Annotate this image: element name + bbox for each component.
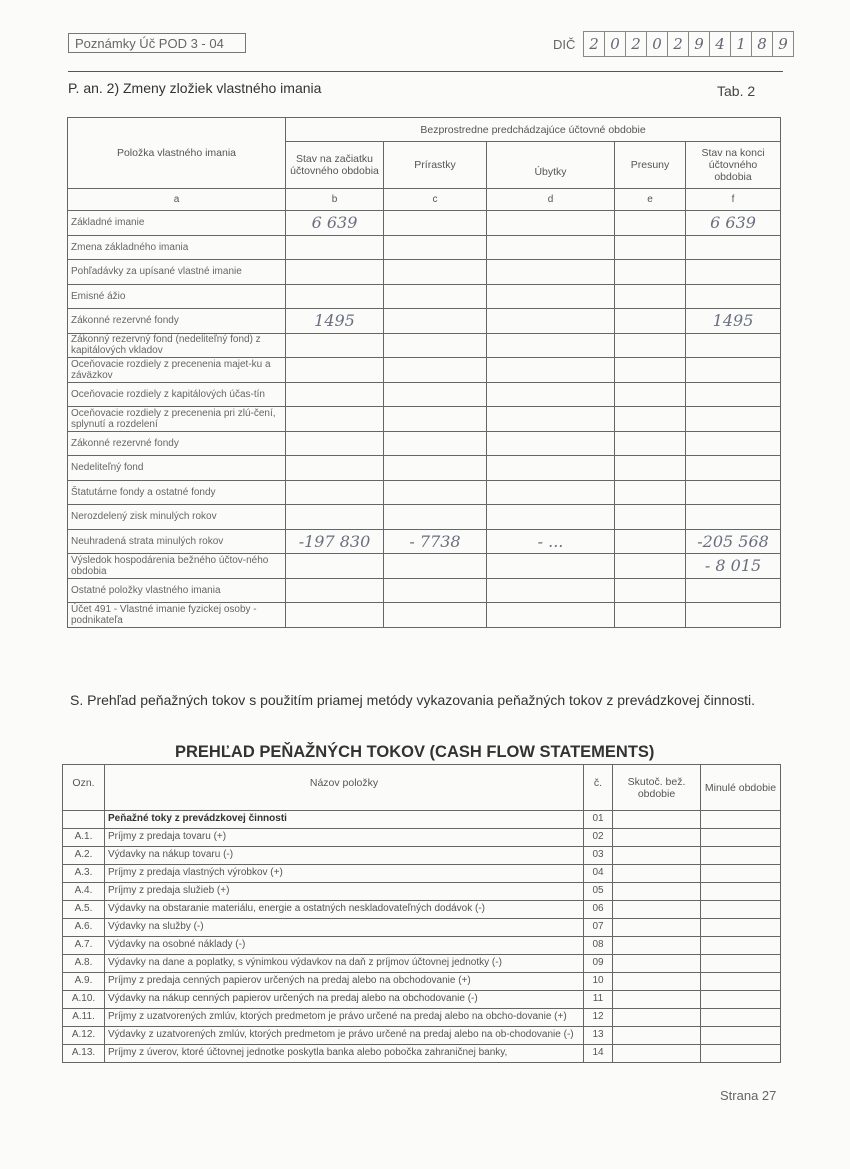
col-transfers: Presuny — [615, 142, 686, 189]
value-cell-c — [384, 431, 487, 456]
value-cell-f — [686, 284, 781, 309]
value-cell-f — [686, 431, 781, 456]
table-row — [68, 358, 781, 383]
section-title: P. an. 2) Zmeny zložiek vlastného imania — [68, 80, 322, 96]
row-name: Príjmy z predaja cenných papierov určených na predaj alebo na obchodovanie (+) — [105, 973, 584, 991]
value-cell-e — [615, 431, 686, 456]
table-row — [63, 955, 781, 973]
previous-period-cell — [701, 829, 781, 847]
current-period-cell — [613, 991, 701, 1009]
current-period-cell — [613, 811, 701, 829]
row-name: Výdavky na obstaranie materiálu, energie a ostatných neskladovateľných dodávok (-) — [105, 901, 584, 919]
value-cell-f: 6 639 — [686, 211, 781, 236]
dic-digit-box: 2 — [625, 31, 647, 57]
row-code: A.12. — [63, 1027, 105, 1045]
row-code: A.11. — [63, 1009, 105, 1027]
table-row — [63, 847, 781, 865]
value-cell-d — [487, 554, 615, 579]
table-row — [63, 973, 781, 991]
value-cell-c — [384, 309, 487, 334]
value-cell-d — [487, 578, 615, 603]
row-label: Pohľadávky za upísané vlastné imanie — [68, 260, 286, 285]
row-label: Nerozdelený zisk minulých rokov — [68, 505, 286, 530]
row-number: 05 — [584, 883, 613, 901]
column-letter: d — [487, 189, 615, 211]
group-header: Bezprostredne predchádzajúce účtovné obdobie — [286, 118, 781, 142]
value-cell-d — [487, 505, 615, 530]
value-cell-d — [487, 480, 615, 505]
table-row — [63, 937, 781, 955]
value-cell-e — [615, 480, 686, 505]
value-cell-c — [384, 358, 487, 383]
value-cell-f — [686, 603, 781, 628]
value-cell-e — [615, 358, 686, 383]
value-cell-b — [286, 284, 384, 309]
current-period-cell — [613, 847, 701, 865]
value-cell-f — [686, 505, 781, 530]
value-cell-f — [686, 578, 781, 603]
page-number: Strana 27 — [720, 1088, 777, 1103]
value-cell-e — [615, 603, 686, 628]
row-label: Štatutárne fondy a ostatné fondy — [68, 480, 286, 505]
current-period-cell — [613, 937, 701, 955]
previous-period-cell — [701, 973, 781, 991]
dic-digit-box: 2 — [583, 31, 605, 57]
column-letter: e — [615, 189, 686, 211]
row-label: Nedeliteľný fond — [68, 456, 286, 481]
value-cell-f — [686, 480, 781, 505]
value-cell-c — [384, 578, 487, 603]
col-item: Položka vlastného imania — [68, 118, 286, 189]
value-cell-f — [686, 333, 781, 358]
divider — [68, 71, 783, 72]
value-cell-e — [615, 211, 686, 236]
current-period-cell — [613, 1027, 701, 1045]
previous-period-cell — [701, 991, 781, 1009]
row-number: 04 — [584, 865, 613, 883]
value-cell-b — [286, 431, 384, 456]
value-cell-e — [615, 578, 686, 603]
form-code-box: Poznámky Úč POD 3 - 04 — [68, 33, 246, 53]
row-label: Oceňovacie rozdiely z kapitálových účas-tín — [68, 382, 286, 407]
cashflow-intro: S. Prehľad peňažných tokov s použitím priamej metódy vykazovania peňažných tokov z prevádzkovej činnosti. — [70, 692, 755, 708]
current-period-cell — [613, 973, 701, 991]
value-cell-c — [384, 603, 487, 628]
table-row — [68, 578, 781, 603]
table-row — [63, 883, 781, 901]
row-number: 11 — [584, 991, 613, 1009]
table-row — [63, 1045, 781, 1063]
row-code: A.7. — [63, 937, 105, 955]
value-cell-d — [487, 431, 615, 456]
table-row — [63, 1009, 781, 1027]
previous-period-cell — [701, 1045, 781, 1063]
row-label: Emisné ážio — [68, 284, 286, 309]
equity-changes-table — [67, 117, 781, 628]
row-label: Zmena základného imania — [68, 235, 286, 260]
table-row — [68, 333, 781, 358]
current-period-cell — [613, 1009, 701, 1027]
value-cell-b — [286, 456, 384, 481]
value-cell-f — [686, 407, 781, 432]
col-name: Názov položky — [105, 765, 584, 811]
col-start: Stav na začiatku účtovného obdobia — [286, 142, 384, 189]
table-row — [68, 505, 781, 530]
row-name: Príjmy z uzatvorených zmlúv, ktorých predmetom je právo určené na predaj alebo na obcho-dovanie (+) — [105, 1009, 584, 1027]
value-cell-b — [286, 603, 384, 628]
row-name: Príjmy z predaja vlastných výrobkov (+) — [105, 865, 584, 883]
value-cell-e — [615, 407, 686, 432]
value-cell-d — [487, 407, 615, 432]
row-code: A.9. — [63, 973, 105, 991]
value-cell-f — [686, 235, 781, 260]
dic-label: DIČ — [553, 37, 576, 52]
row-label: Zákonné rezervné fondy — [68, 431, 286, 456]
table-row — [63, 829, 781, 847]
row-label: Základné imanie — [68, 211, 286, 236]
value-cell-b — [286, 407, 384, 432]
cashflow-table — [62, 764, 781, 1063]
value-cell-f — [686, 382, 781, 407]
row-name: Výdavky na nákup tovaru (-) — [105, 847, 584, 865]
row-code: A.13. — [63, 1045, 105, 1063]
previous-period-cell — [701, 937, 781, 955]
value-cell-f — [686, 456, 781, 481]
value-cell-b — [286, 578, 384, 603]
value-cell-e — [615, 235, 686, 260]
value-cell-b — [286, 554, 384, 579]
column-letter: a — [68, 189, 286, 211]
row-name: Výdavky z uzatvorených zmlúv, ktorých predmetom je právo určené na predaj alebo na ob-chodovanie (-) — [105, 1027, 584, 1045]
value-cell-c — [384, 407, 487, 432]
row-name: Príjmy z úverov, ktoré účtovnej jednotke poskytla banka alebo pobočka zahraničnej banky, — [105, 1045, 584, 1063]
row-name: Výdavky na dane a poplatky, s výnimkou výdavkov na daň z príjmov účtovnej jednotky (-) — [105, 955, 584, 973]
table-label: Tab. 2 — [717, 83, 756, 99]
value-cell-d — [487, 358, 615, 383]
table-row — [68, 554, 781, 579]
table-row — [68, 456, 781, 481]
dic-digit-box: 8 — [751, 31, 773, 57]
row-number: 08 — [584, 937, 613, 955]
row-code: A.5. — [63, 901, 105, 919]
col-decrease: Úbytky — [487, 142, 615, 189]
previous-period-cell — [701, 865, 781, 883]
value-cell-c — [384, 554, 487, 579]
value-cell-b — [286, 260, 384, 285]
current-period-cell — [613, 901, 701, 919]
value-cell-c — [384, 480, 487, 505]
row-code: A.3. — [63, 865, 105, 883]
table-row — [68, 284, 781, 309]
value-cell-d — [487, 382, 615, 407]
row-name: Výdavky na nákup cenných papierov určených na predaj alebo na obchodovanie (-) — [105, 991, 584, 1009]
table-row — [63, 865, 781, 883]
previous-period-cell — [701, 919, 781, 937]
previous-period-cell — [701, 847, 781, 865]
cashflow-title: PREHĽAD PEŇAŽNÝCH TOKOV (CASH FLOW STATEMENTS) — [175, 743, 655, 761]
table-row — [68, 211, 781, 236]
value-cell-b — [286, 358, 384, 383]
row-label: Výsledok hospodárenia bežného účtov-ného obdobia — [68, 554, 286, 579]
value-cell-e — [615, 284, 686, 309]
value-cell-d — [487, 333, 615, 358]
previous-period-cell — [701, 1009, 781, 1027]
row-name: Peňažné toky z prevádzkovej činnosti — [105, 811, 584, 829]
row-label: Neuhradená strata minulých rokov — [68, 529, 286, 554]
previous-period-cell — [701, 811, 781, 829]
value-cell-b — [286, 235, 384, 260]
row-number: 10 — [584, 973, 613, 991]
value-cell-d: - ... — [487, 529, 615, 554]
value-cell-b — [286, 382, 384, 407]
value-cell-b — [286, 480, 384, 505]
row-number: 07 — [584, 919, 613, 937]
table-row — [68, 603, 781, 628]
table-row — [63, 919, 781, 937]
row-number: 06 — [584, 901, 613, 919]
row-label: Zákonný rezervný fond (nedeliteľný fond) z kapitálových vkladov — [68, 333, 286, 358]
col-end: Stav na konci účtovného obdobia — [686, 142, 781, 189]
row-number: 13 — [584, 1027, 613, 1045]
value-cell-f: 1495 — [686, 309, 781, 334]
value-cell-b: 6 639 — [286, 211, 384, 236]
value-cell-c — [384, 505, 487, 530]
row-name: Výdavky na osobné náklady (-) — [105, 937, 584, 955]
value-cell-c: - 7738 — [384, 529, 487, 554]
row-code: A.6. — [63, 919, 105, 937]
row-label: Oceňovacie rozdiely z precenenia majet-ku a záväzkov — [68, 358, 286, 383]
table-row — [63, 991, 781, 1009]
row-code: A.4. — [63, 883, 105, 901]
value-cell-c — [384, 456, 487, 481]
table-row — [68, 480, 781, 505]
col-no: č. — [584, 765, 613, 811]
value-cell-b — [286, 333, 384, 358]
value-cell-d — [487, 235, 615, 260]
value-cell-c — [384, 382, 487, 407]
row-code: A.1. — [63, 829, 105, 847]
value-cell-e — [615, 333, 686, 358]
row-number: 09 — [584, 955, 613, 973]
value-cell-f — [686, 260, 781, 285]
value-cell-d — [487, 309, 615, 334]
column-letter: f — [686, 189, 781, 211]
value-cell-e — [615, 554, 686, 579]
value-cell-c — [384, 333, 487, 358]
dic-digit-box: 0 — [604, 31, 626, 57]
table-row — [68, 529, 781, 554]
row-label: Ostatné položky vlastného imania — [68, 578, 286, 603]
row-label: Účet 491 - Vlastné imanie fyzickej osoby - podnikateľa — [68, 603, 286, 628]
dic-digit-box: 9 — [688, 31, 710, 57]
value-cell-e — [615, 260, 686, 285]
value-cell-e — [615, 456, 686, 481]
value-cell-b: -197 830 — [286, 529, 384, 554]
row-name: Príjmy z predaja služieb (+) — [105, 883, 584, 901]
value-cell-d — [487, 456, 615, 481]
col-current: Skutoč. bež. obdobie — [613, 765, 701, 811]
col-increase: Prírastky — [384, 142, 487, 189]
row-name: Výdavky na služby (-) — [105, 919, 584, 937]
row-label: Oceňovacie rozdiely z precenenia pri zlú-čení, splynutí a rozdelení — [68, 407, 286, 432]
value-cell-d — [487, 260, 615, 285]
value-cell-d — [487, 603, 615, 628]
column-letter: b — [286, 189, 384, 211]
row-name: Príjmy z predaja tovaru (+) — [105, 829, 584, 847]
current-period-cell — [613, 955, 701, 973]
dic-digit-box: 4 — [709, 31, 731, 57]
value-cell-c — [384, 284, 487, 309]
row-code: A.10. — [63, 991, 105, 1009]
table-row — [68, 309, 781, 334]
value-cell-e — [615, 309, 686, 334]
value-cell-b — [286, 505, 384, 530]
table-row — [63, 811, 781, 829]
dic-digit-box: 2 — [667, 31, 689, 57]
col-code: Ozn. — [63, 765, 105, 811]
current-period-cell — [613, 1045, 701, 1063]
row-number: 01 — [584, 811, 613, 829]
dic-digit-box: 0 — [646, 31, 668, 57]
row-number: 03 — [584, 847, 613, 865]
previous-period-cell — [701, 883, 781, 901]
row-number: 12 — [584, 1009, 613, 1027]
value-cell-f: -205 568 — [686, 529, 781, 554]
table-row — [68, 235, 781, 260]
table-row — [63, 901, 781, 919]
row-code — [63, 811, 105, 829]
row-number: 14 — [584, 1045, 613, 1063]
table-row — [68, 260, 781, 285]
row-label: Zákonné rezervné fondy — [68, 309, 286, 334]
value-cell-e — [615, 529, 686, 554]
dic-boxes — [584, 31, 794, 57]
value-cell-d — [487, 284, 615, 309]
row-code: A.8. — [63, 955, 105, 973]
value-cell-d — [487, 211, 615, 236]
value-cell-c — [384, 260, 487, 285]
value-cell-b: 1495 — [286, 309, 384, 334]
row-code: A.2. — [63, 847, 105, 865]
previous-period-cell — [701, 901, 781, 919]
dic-digit-box: 1 — [730, 31, 752, 57]
previous-period-cell — [701, 955, 781, 973]
table-row — [68, 407, 781, 432]
current-period-cell — [613, 829, 701, 847]
table-row — [68, 431, 781, 456]
value-cell-e — [615, 505, 686, 530]
current-period-cell — [613, 865, 701, 883]
column-letter: c — [384, 189, 487, 211]
value-cell-e — [615, 382, 686, 407]
current-period-cell — [613, 919, 701, 937]
col-previous: Minulé obdobie — [701, 765, 781, 811]
table-row — [63, 1027, 781, 1045]
row-number: 02 — [584, 829, 613, 847]
previous-period-cell — [701, 1027, 781, 1045]
value-cell-c — [384, 235, 487, 260]
current-period-cell — [613, 883, 701, 901]
value-cell-c — [384, 211, 487, 236]
dic-digit-box: 9 — [772, 31, 794, 57]
value-cell-f: - 8 015 — [686, 554, 781, 579]
value-cell-f — [686, 358, 781, 383]
table-row — [68, 382, 781, 407]
